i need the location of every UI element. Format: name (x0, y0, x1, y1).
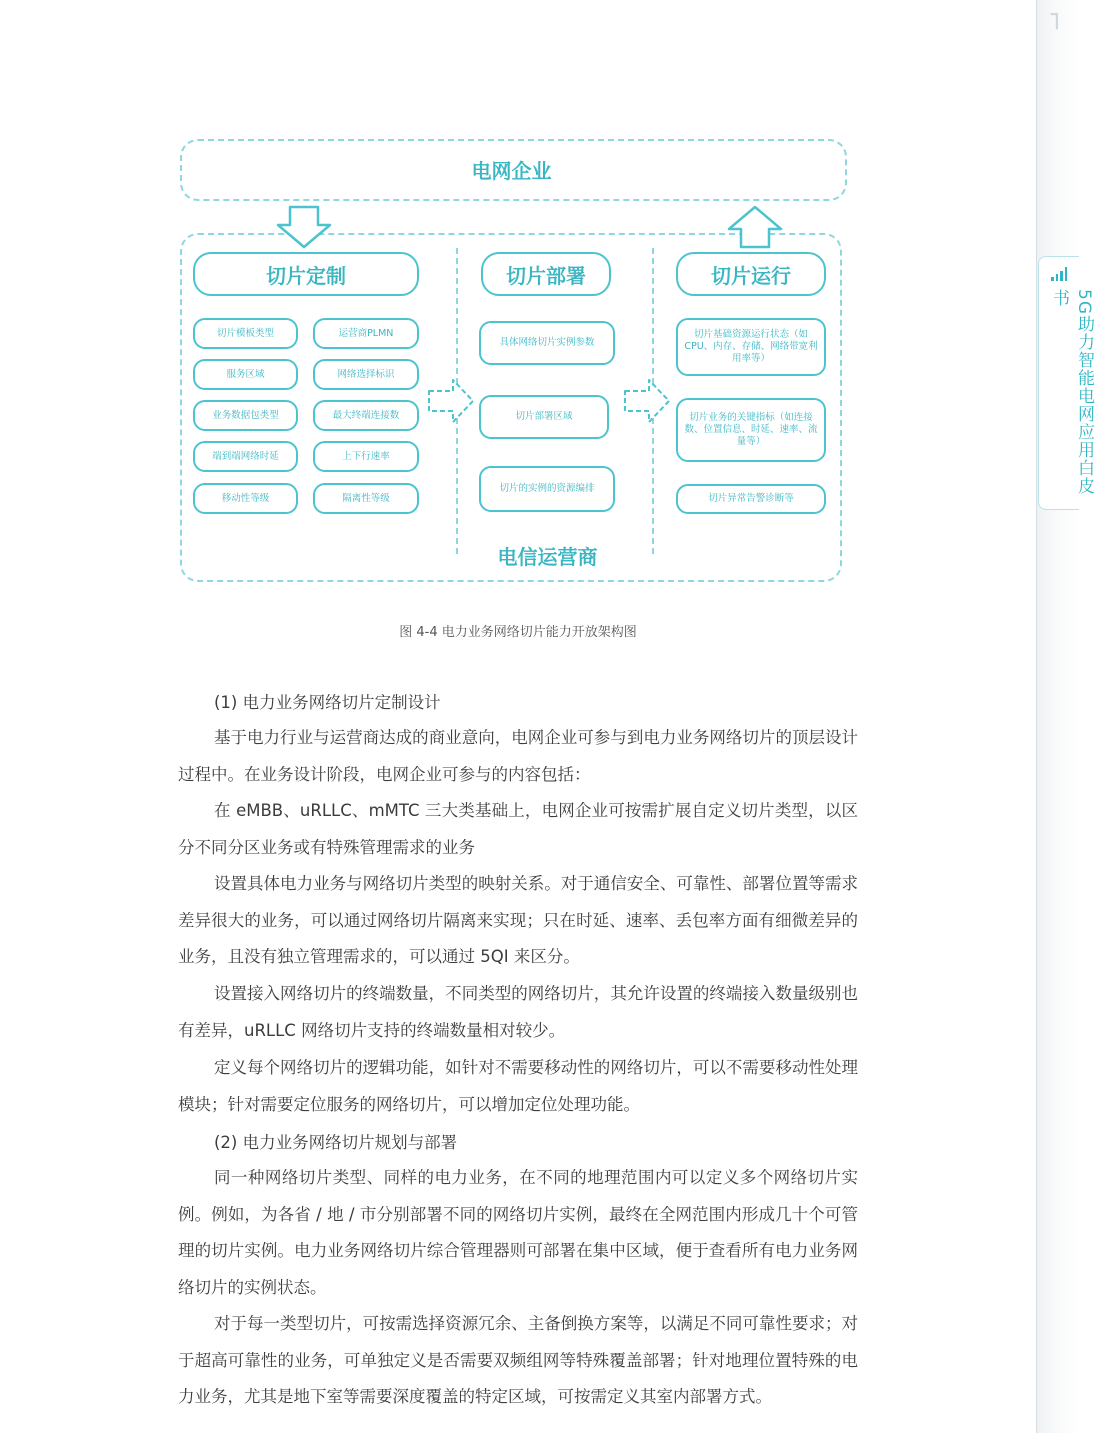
paragraph: 基于电力行业与运营商达成的商业意向，电网企业可参与到电力业务网络切片的顶层设计过程中。在业务设计阶段，电网企业可参与的内容包括： (178, 728, 858, 784)
right-arrow-icon (427, 378, 475, 424)
right-arrow-icon (623, 378, 671, 424)
operate-header: 切片运行 (676, 252, 826, 296)
up-arrow-icon (727, 205, 783, 249)
customize-item: 网络选择标识 (313, 359, 419, 390)
page-corner-mark: ⌐ (1039, 10, 1070, 32)
customize-item: 最大终端连接数 (313, 400, 419, 431)
side-tab-label: 5G助力智能电网应用白皮书 (1049, 289, 1094, 495)
deploy-item: 切片的实例的资源编排 (479, 466, 615, 512)
paragraph: 定义每个网络切片的逻辑功能，如针对不需要移动性的网络切片，可以不需要移动性处理模块；针对需要定位服务的网络切片，可以增加定位处理功能。 (178, 1058, 858, 1114)
customize-item: 服务区域 (193, 359, 298, 390)
customize-item: 切片模板类型 (193, 318, 298, 349)
paragraph: 设置接入网络切片的终端数量，不同类型的网络切片，其允许设置的终端接入数量级别也有差异，uRLLC 网络切片支持的终端数量相对较少。 (178, 984, 858, 1040)
down-arrow-icon (276, 205, 332, 249)
page-edge (1036, 0, 1081, 1433)
deploy-header: 切片部署 (481, 252, 611, 296)
section-heading-2: (2) 电力业务网络切片规划与部署 (214, 1133, 458, 1152)
section-heading-1: (1) 电力业务网络切片定制设计 (214, 693, 441, 712)
paragraph: 同一种网络切片类型、同样的电力业务，在不同的地理范围内可以定义多个网络切片实例。例如，为各省 / 地 / 市分别部署不同的网络切片实例，最终在全网范围内形成几十个可管理的切片实例。电力业务网络切片综合管理器则可部署在集中区域，便于查看所有电力业务网络切片的实例状态。 (178, 1168, 858, 1298)
paragraph: 对于每一类型切片，可按需选择资源冗余、主备倒换方案等，以满足不同可靠性要求；对于超高可靠性的业务，可单独定义是否需要双频组网等特殊覆盖部署；针对地理位置特殊的电力业务，尤其是地下室等需要深度覆盖的特定区域，可按需定义其室内部署方式。 (178, 1314, 858, 1407)
enterprise-label: 电网企业 (471, 159, 552, 183)
customize-header: 切片定制 (193, 252, 419, 296)
customize-item: 业务数据包类型 (193, 400, 298, 431)
customize-item: 运营商PLMN (313, 318, 419, 349)
deploy-item: 切片部署区域 (479, 395, 609, 439)
side-tab[interactable] (1038, 256, 1094, 510)
operate-item: 切片基础资源运行状态（如CPU、内存、存储、网络带宽利用率等） (676, 318, 826, 376)
paragraph: 设置具体电力业务与网络切片类型的映射关系。对于通信安全、可靠性、部署位置等需求差异很大的业务，可以通过网络切片隔离来实现；只在时延、速率、丢包率方面有细微差异的业务，且没有独立管理需求的，可以通过 5QI 来区分。 (178, 874, 858, 967)
customize-item: 隔离性等级 (313, 483, 419, 514)
signal-icon (1051, 267, 1067, 281)
architecture-figure (0, 0, 1036, 600)
figure-caption: 图 4-4 电力业务网络切片能力开放架构图 (399, 625, 637, 640)
deploy-item: 具体网络切片实例参数 (479, 321, 615, 365)
operate-item: 切片异常告警诊断等 (676, 484, 826, 514)
operate-item: 切片业务的关键指标（如连接数、位置信息、时延、速率、流量等） (676, 398, 826, 462)
operator-label: 电信运营商 (497, 545, 598, 569)
customize-item: 上下行速率 (313, 441, 419, 472)
customize-item: 端到端网络时延 (193, 441, 298, 472)
paragraph: 在 eMBB、uRLLC、mMTC 三大类基础上，电网企业可按需扩展自定义切片类型，以区分不同分区业务或有特殊管理需求的业务 (178, 801, 858, 857)
customize-item: 移动性等级 (193, 483, 298, 514)
